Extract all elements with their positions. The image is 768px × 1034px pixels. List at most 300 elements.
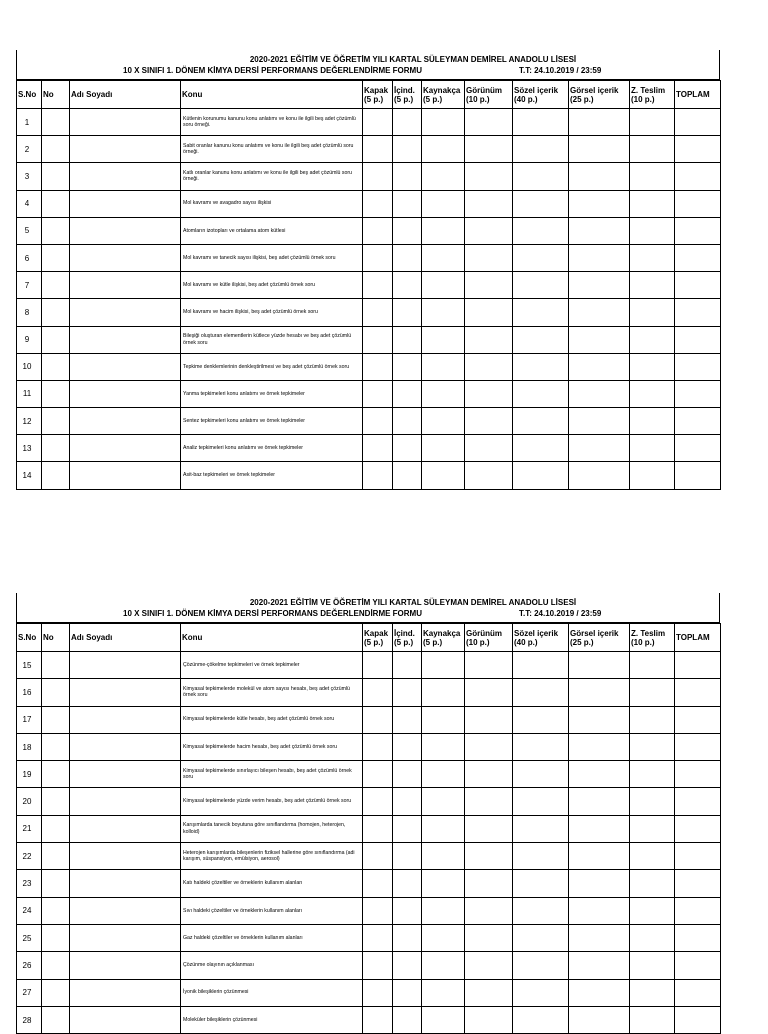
kapak-score-cell	[363, 408, 393, 435]
kapak-score-cell	[363, 163, 393, 190]
kaynakca-score-cell	[422, 979, 465, 1006]
kapak-score-cell	[363, 815, 393, 842]
table-row	[17, 462, 721, 489]
kaynakca-score-cell	[422, 843, 465, 870]
konu-cell: Kimyasal tepkimelerde kütle hesabı, beş adet çözümlü örnek soru	[181, 706, 363, 733]
student-no-cell	[42, 380, 70, 407]
kapak-score-cell	[363, 924, 393, 951]
konu-cell: Bileşiği oluşturan elementlerin kütlece yüzde hesabı ve beş adet çözümlü örnek soru	[181, 326, 363, 353]
sno-cell: 8	[17, 299, 42, 326]
student-no-cell	[42, 1006, 70, 1033]
icindekiler-score-cell	[393, 1006, 422, 1033]
konu-cell: Mol kavramı ve avagadro sayısı ilişkisi	[181, 190, 363, 217]
student-no-cell	[42, 652, 70, 679]
kapak-score-cell	[363, 870, 393, 897]
teslim-score-cell	[630, 679, 675, 706]
kaynakca-score-cell	[422, 435, 465, 462]
gorsel-score-cell	[569, 652, 630, 679]
gorunum-score-cell	[465, 435, 513, 462]
icindekiler-score-cell	[393, 897, 422, 924]
teslim-score-cell	[630, 652, 675, 679]
gorsel-score-cell	[569, 788, 630, 815]
evaluation-table-1	[16, 80, 721, 490]
konu-cell: Sıvı haldeki çözeltiler ve örneklerin kullanım alanları	[181, 897, 363, 924]
sozel-score-cell	[513, 244, 569, 271]
student-no-cell	[42, 163, 70, 190]
sno-cell: 24	[17, 897, 42, 924]
kapak-score-cell	[363, 326, 393, 353]
table-row	[17, 952, 721, 979]
gorsel-score-cell	[569, 870, 630, 897]
icindekiler-score-cell	[393, 380, 422, 407]
kapak-score-cell	[363, 109, 393, 136]
sozel-score-cell	[513, 380, 569, 407]
konu-cell: Karışımlarda tanecik boyutuna göre sınıflandırma (homojen, heterojen, kolloid)	[181, 815, 363, 842]
header-row	[17, 81, 721, 109]
kapak-score-cell	[363, 788, 393, 815]
teslim-score-cell	[630, 1006, 675, 1033]
student-name-cell	[70, 761, 181, 788]
student-name-cell	[70, 679, 181, 706]
col-sozel: Sözel içerik (40 p.)	[513, 624, 569, 652]
kaynakca-score-cell	[422, 380, 465, 407]
icindekiler-score-cell	[393, 652, 422, 679]
col-name: Adı Soyadı	[70, 81, 181, 109]
gorunum-score-cell	[465, 679, 513, 706]
gorunum-score-cell	[465, 217, 513, 244]
student-name-cell	[70, 733, 181, 760]
school-title: 2020-2021 EĞİTİM VE ÖĞRETİM YILI KARTAL SÜLEYMAN DEMİREL ANADOLU LİSESİ	[249, 55, 577, 64]
toplam-cell	[675, 435, 721, 462]
sozel-score-cell	[513, 815, 569, 842]
sno-cell: 1	[17, 109, 42, 136]
kapak-score-cell	[363, 652, 393, 679]
student-no-cell	[42, 843, 70, 870]
konu-cell: Mol kavramı ve tanecik sayısı ilişkisi, beş adet çözümlü örnek soru	[181, 244, 363, 271]
kaynakca-score-cell	[422, 788, 465, 815]
teslim-score-cell	[630, 924, 675, 951]
teslim-score-cell	[630, 979, 675, 1006]
student-name-cell	[70, 380, 181, 407]
table-body-1	[17, 109, 721, 490]
konu-cell: Analiz tepkimeleri konu anlatımı ve örnek tepkimeler	[181, 435, 363, 462]
gorunum-score-cell	[465, 952, 513, 979]
kapak-score-cell	[363, 462, 393, 489]
student-no-cell	[42, 979, 70, 1006]
gorsel-score-cell	[569, 924, 630, 951]
kapak-score-cell	[363, 679, 393, 706]
kaynakca-score-cell	[422, 733, 465, 760]
student-name-cell	[70, 788, 181, 815]
sno-cell: 23	[17, 870, 42, 897]
sno-cell: 6	[17, 244, 42, 271]
teslim-score-cell	[630, 190, 675, 217]
konu-cell: Mol kavramı ve kütle ilişkisi, beş adet çözümlü örnek soru	[181, 272, 363, 299]
student-name-cell	[70, 299, 181, 326]
teslim-score-cell	[630, 109, 675, 136]
kapak-score-cell	[363, 733, 393, 760]
toplam-cell	[675, 870, 721, 897]
konu-cell: Kimyasal tepkimelerde molekül ve atom sayısı hesabı, beş adet çözümlü örnek soru	[181, 679, 363, 706]
sno-cell: 21	[17, 815, 42, 842]
sozel-score-cell	[513, 326, 569, 353]
gorunum-score-cell	[465, 272, 513, 299]
col-icindekiler: İçind. (5 p.)	[393, 81, 422, 109]
sozel-score-cell	[513, 652, 569, 679]
student-no-cell	[42, 706, 70, 733]
gorsel-score-cell	[569, 897, 630, 924]
gorunum-score-cell	[465, 897, 513, 924]
icindekiler-score-cell	[393, 952, 422, 979]
kaynakca-score-cell	[422, 706, 465, 733]
teslim-score-cell	[630, 353, 675, 380]
table-row	[17, 897, 721, 924]
icindekiler-score-cell	[393, 163, 422, 190]
teslim-score-cell	[630, 299, 675, 326]
table-row	[17, 706, 721, 733]
kaynakca-score-cell	[422, 326, 465, 353]
icindekiler-score-cell	[393, 109, 422, 136]
icindekiler-score-cell	[393, 815, 422, 842]
sozel-score-cell	[513, 788, 569, 815]
toplam-cell	[675, 136, 721, 163]
student-no-cell	[42, 924, 70, 951]
kapak-score-cell	[363, 136, 393, 163]
gorsel-score-cell	[569, 190, 630, 217]
sno-cell: 16	[17, 679, 42, 706]
student-name-cell	[70, 408, 181, 435]
table-row	[17, 815, 721, 842]
student-no-cell	[42, 952, 70, 979]
gorsel-score-cell	[569, 299, 630, 326]
konu-cell: Katlı oranlar kanunu konu anlatımı ve konu ile ilgili beş adet çözümlü soru örneği.	[181, 163, 363, 190]
teslim-score-cell	[630, 217, 675, 244]
toplam-cell	[675, 679, 721, 706]
gorunum-score-cell	[465, 380, 513, 407]
konu-cell: Katı haldeki çözeltiler ve örneklerin kullanım alanları	[181, 870, 363, 897]
gorunum-score-cell	[465, 1006, 513, 1033]
gorunum-score-cell	[465, 652, 513, 679]
icindekiler-score-cell	[393, 706, 422, 733]
icindekiler-score-cell	[393, 679, 422, 706]
student-name-cell	[70, 815, 181, 842]
gorsel-score-cell	[569, 408, 630, 435]
konu-cell: Moleküler bileşiklerin çözünmesi	[181, 1006, 363, 1033]
gorsel-score-cell	[569, 843, 630, 870]
table-row	[17, 353, 721, 380]
col-teslim: Z. Teslim (10 p.)	[630, 624, 675, 652]
icindekiler-score-cell	[393, 843, 422, 870]
konu-cell: Heterojen karışımlarda bileşenlerin fiziksel hallerine göre sınıflandırma (adi karışım, süspansiyon, emülsiyon, aerosol)	[181, 843, 363, 870]
student-no-cell	[42, 733, 70, 760]
kaynakca-score-cell	[422, 815, 465, 842]
kapak-score-cell	[363, 979, 393, 1006]
toplam-cell	[675, 163, 721, 190]
sozel-score-cell	[513, 190, 569, 217]
table-row	[17, 870, 721, 897]
teslim-score-cell	[630, 272, 675, 299]
evaluation-table-2	[16, 623, 721, 1034]
konu-cell: Asit-baz tepkimeleri ve örnek tepkimeler	[181, 462, 363, 489]
table-row	[17, 408, 721, 435]
kaynakca-score-cell	[422, 136, 465, 163]
sozel-score-cell	[513, 952, 569, 979]
gorsel-score-cell	[569, 244, 630, 271]
gorsel-score-cell	[569, 706, 630, 733]
kapak-score-cell	[363, 244, 393, 271]
col-kaynakca: Kaynakça (5 p.)	[422, 624, 465, 652]
table-row	[17, 190, 721, 217]
gorunum-score-cell	[465, 190, 513, 217]
student-name-cell	[70, 462, 181, 489]
teslim-score-cell	[630, 408, 675, 435]
sno-cell: 19	[17, 761, 42, 788]
kapak-score-cell	[363, 761, 393, 788]
sno-cell: 11	[17, 380, 42, 407]
col-konu: Konu	[181, 624, 363, 652]
gorsel-score-cell	[569, 380, 630, 407]
toplam-cell	[675, 462, 721, 489]
table-row	[17, 652, 721, 679]
sno-cell: 27	[17, 979, 42, 1006]
icindekiler-score-cell	[393, 326, 422, 353]
sno-cell: 4	[17, 190, 42, 217]
kapak-score-cell	[363, 843, 393, 870]
gorunum-score-cell	[465, 244, 513, 271]
evaluation-form-1	[16, 50, 720, 490]
teslim-score-cell	[630, 706, 675, 733]
student-name-cell	[70, 272, 181, 299]
teslim-score-cell	[630, 815, 675, 842]
gorunum-score-cell	[465, 408, 513, 435]
kaynakca-score-cell	[422, 870, 465, 897]
sozel-score-cell	[513, 408, 569, 435]
konu-cell: Çözünme-çökelme tepkimeleri ve örnek tepkimeler	[181, 652, 363, 679]
student-name-cell	[70, 109, 181, 136]
col-sozel: Sözel içerik (40 p.)	[513, 81, 569, 109]
student-name-cell	[70, 353, 181, 380]
student-no-cell	[42, 897, 70, 924]
col-sno: S.No	[17, 81, 42, 109]
toplam-cell	[675, 109, 721, 136]
sozel-score-cell	[513, 679, 569, 706]
sno-cell: 9	[17, 326, 42, 353]
gorunum-score-cell	[465, 979, 513, 1006]
toplam-cell	[675, 843, 721, 870]
table-row	[17, 1006, 721, 1033]
gorsel-score-cell	[569, 353, 630, 380]
konu-cell: Yanma tepkimeleri konu anlatımı ve örnek tepkimeler	[181, 380, 363, 407]
kaynakca-score-cell	[422, 897, 465, 924]
konu-cell: Kütlenin korunumu kanunu konu anlatımı ve konu ile ilgili beş adet çözümlü soru örneği.	[181, 109, 363, 136]
teslim-score-cell	[630, 435, 675, 462]
gorunum-score-cell	[465, 326, 513, 353]
gorunum-score-cell	[465, 788, 513, 815]
kaynakca-score-cell	[422, 244, 465, 271]
table-row	[17, 272, 721, 299]
teslim-score-cell	[630, 733, 675, 760]
sozel-score-cell	[513, 761, 569, 788]
gorsel-score-cell	[569, 733, 630, 760]
gorunum-score-cell	[465, 299, 513, 326]
sozel-score-cell	[513, 272, 569, 299]
toplam-cell	[675, 979, 721, 1006]
sno-cell: 17	[17, 706, 42, 733]
icindekiler-score-cell	[393, 244, 422, 271]
icindekiler-score-cell	[393, 190, 422, 217]
icindekiler-score-cell	[393, 217, 422, 244]
toplam-cell	[675, 326, 721, 353]
sozel-score-cell	[513, 870, 569, 897]
col-teslim: Z. Teslim (10 p.)	[630, 81, 675, 109]
table-row	[17, 788, 721, 815]
table-row	[17, 733, 721, 760]
kapak-score-cell	[363, 706, 393, 733]
kaynakca-score-cell	[422, 217, 465, 244]
kaynakca-score-cell	[422, 679, 465, 706]
sno-cell: 22	[17, 843, 42, 870]
sozel-score-cell	[513, 706, 569, 733]
toplam-cell	[675, 272, 721, 299]
sno-cell: 20	[17, 788, 42, 815]
student-no-cell	[42, 815, 70, 842]
student-no-cell	[42, 353, 70, 380]
konu-cell: Sabit oranlar kanunu konu anlatımı ve konu ile ilgili beş adet çözümlü soru örneği.	[181, 136, 363, 163]
gorunum-score-cell	[465, 109, 513, 136]
konu-cell: Sentez tepkimeleri konu anlatımı ve örnek tepkimeler	[181, 408, 363, 435]
icindekiler-score-cell	[393, 435, 422, 462]
kaynakca-score-cell	[422, 353, 465, 380]
teslim-score-cell	[630, 462, 675, 489]
kapak-score-cell	[363, 435, 393, 462]
icindekiler-score-cell	[393, 924, 422, 951]
kapak-score-cell	[363, 299, 393, 326]
teslim-score-cell	[630, 843, 675, 870]
table-row	[17, 244, 721, 271]
col-toplam: TOPLAM	[675, 624, 721, 652]
col-no: No	[42, 81, 70, 109]
col-sno: S.No	[17, 624, 42, 652]
gorsel-score-cell	[569, 435, 630, 462]
sno-cell: 14	[17, 462, 42, 489]
sno-cell: 2	[17, 136, 42, 163]
toplam-cell	[675, 244, 721, 271]
kaynakca-score-cell	[422, 761, 465, 788]
student-no-cell	[42, 244, 70, 271]
student-no-cell	[42, 408, 70, 435]
kapak-score-cell	[363, 897, 393, 924]
sno-cell: 25	[17, 924, 42, 951]
col-gorsel: Görsel içerik (25 p.)	[569, 81, 630, 109]
table-row	[17, 136, 721, 163]
gorsel-score-cell	[569, 462, 630, 489]
teslim-score-cell	[630, 380, 675, 407]
gorsel-score-cell	[569, 136, 630, 163]
sozel-score-cell	[513, 733, 569, 760]
gorunum-score-cell	[465, 870, 513, 897]
sozel-score-cell	[513, 109, 569, 136]
gorunum-score-cell	[465, 761, 513, 788]
kapak-score-cell	[363, 380, 393, 407]
student-name-cell	[70, 326, 181, 353]
col-no: No	[42, 624, 70, 652]
icindekiler-score-cell	[393, 733, 422, 760]
table-row	[17, 924, 721, 951]
teslim-score-cell	[630, 788, 675, 815]
form-name: 10 X SINIFI 1. DÖNEM KİMYA DERSİ PERFORMANS DEĞERLENDİRME FORMU	[123, 66, 422, 75]
icindekiler-score-cell	[393, 299, 422, 326]
toplam-cell	[675, 897, 721, 924]
student-name-cell	[70, 870, 181, 897]
header-row	[17, 624, 721, 652]
konu-cell: İyonik bileşiklerin çözünmesi	[181, 979, 363, 1006]
table-row	[17, 163, 721, 190]
sno-cell: 5	[17, 217, 42, 244]
toplam-cell	[675, 299, 721, 326]
gorunum-score-cell	[465, 706, 513, 733]
form-title-box	[16, 593, 720, 623]
kaynakca-score-cell	[422, 462, 465, 489]
konu-cell: Gaz haldeki çözeltiler ve örneklerin kullanım alanları	[181, 924, 363, 951]
kaynakca-score-cell	[422, 924, 465, 951]
kaynakca-score-cell	[422, 408, 465, 435]
sozel-score-cell	[513, 136, 569, 163]
gorunum-score-cell	[465, 462, 513, 489]
table-row	[17, 380, 721, 407]
kapak-score-cell	[363, 272, 393, 299]
gorsel-score-cell	[569, 761, 630, 788]
toplam-cell	[675, 190, 721, 217]
konu-cell: Tepkime denklemlerinin denkleştirilmesi ve beş adet çözümlü örnek soru	[181, 353, 363, 380]
gorsel-score-cell	[569, 815, 630, 842]
table-row	[17, 679, 721, 706]
table-row	[17, 979, 721, 1006]
gorsel-score-cell	[569, 326, 630, 353]
sozel-score-cell	[513, 979, 569, 1006]
evaluation-form-2	[16, 593, 720, 1034]
toplam-cell	[675, 380, 721, 407]
col-toplam: TOPLAM	[675, 81, 721, 109]
sozel-score-cell	[513, 353, 569, 380]
toplam-cell	[675, 217, 721, 244]
sno-cell: 10	[17, 353, 42, 380]
toplam-cell	[675, 788, 721, 815]
konu-cell: Çözünme olayının açıklanması	[181, 952, 363, 979]
toplam-cell	[675, 815, 721, 842]
col-name: Adı Soyadı	[70, 624, 181, 652]
sno-cell: 3	[17, 163, 42, 190]
table-row	[17, 109, 721, 136]
icindekiler-score-cell	[393, 870, 422, 897]
kaynakca-score-cell	[422, 163, 465, 190]
konu-cell: Atomların izotopları ve ortalama atom kütlesi	[181, 217, 363, 244]
student-no-cell	[42, 109, 70, 136]
student-no-cell	[42, 462, 70, 489]
col-gorunum: Görünüm (10 p.)	[465, 81, 513, 109]
student-no-cell	[42, 761, 70, 788]
gorsel-score-cell	[569, 1006, 630, 1033]
sno-cell: 12	[17, 408, 42, 435]
gorunum-score-cell	[465, 815, 513, 842]
sno-cell: 28	[17, 1006, 42, 1033]
col-kaynakca: Kaynakça (5 p.)	[422, 81, 465, 109]
student-no-cell	[42, 136, 70, 163]
kaynakca-score-cell	[422, 299, 465, 326]
student-no-cell	[42, 299, 70, 326]
kaynakca-score-cell	[422, 272, 465, 299]
kapak-score-cell	[363, 353, 393, 380]
student-no-cell	[42, 217, 70, 244]
